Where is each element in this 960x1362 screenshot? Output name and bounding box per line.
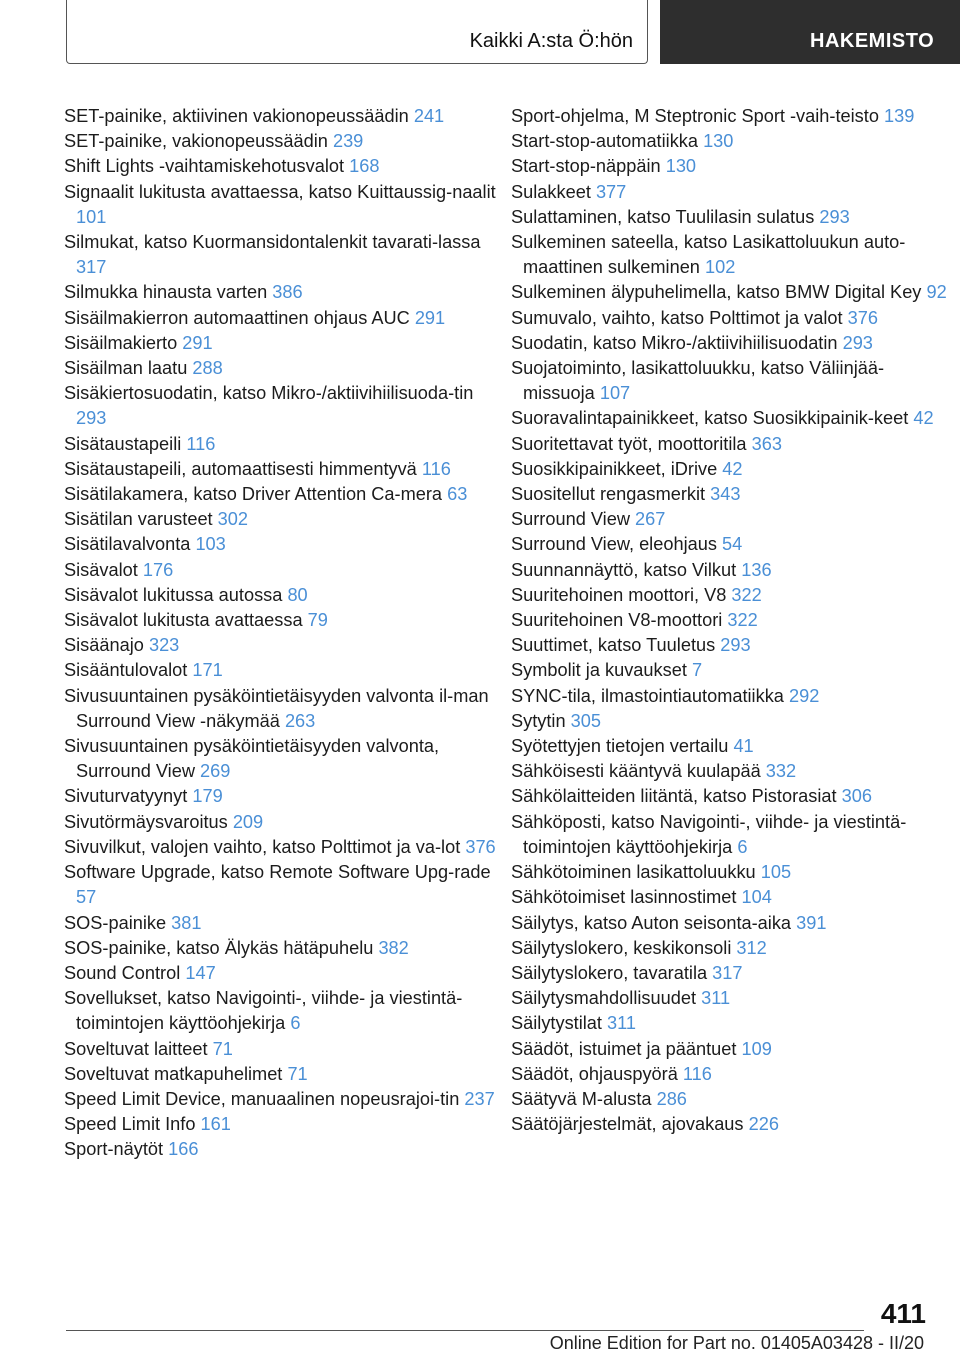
index-entry-page-link[interactable]: 363: [751, 433, 782, 454]
page-number: 411: [880, 1298, 926, 1329]
index-entry-term: Suositellut rengasmerkit: [511, 484, 706, 505]
index-entry-term: Sytytin: [511, 710, 566, 731]
index-entry-term: Sisävalot lukitusta avattaessa: [64, 610, 303, 631]
index-entry-term: SET-painike, vakionopeussäädin: [64, 131, 328, 152]
index-entry-page-link[interactable]: 103: [195, 534, 226, 555]
index-entry: [511, 507, 951, 532]
index-entry-term: Säilytys, katso Auton seisonta-aika: [511, 912, 792, 933]
index-entry-page-link[interactable]: 116: [186, 433, 216, 454]
index-entry-term: SOS-painike: [64, 912, 167, 933]
index-entry: [64, 104, 504, 129]
index-entry-page-link[interactable]: 293: [842, 332, 873, 353]
index-entry-term: Sovellukset, katso Navigointi-, viihde- ja viestintä-toimintojen käyttöohjekirja: [64, 988, 463, 1034]
index-entry: [64, 810, 504, 835]
index-entry-term: Sisävalot: [64, 559, 138, 580]
index-entry-page-link[interactable]: 42: [913, 408, 934, 429]
index-entry-page-link[interactable]: 291: [414, 307, 446, 328]
index-entry-term: Suoravalintapainikkeet, katso Suosikkipainik-keet: [511, 408, 909, 429]
index-entry-term: Suuritehoinen V8-moottori: [511, 610, 723, 631]
header-tab-label: Kaikki A:sta Ö:hön: [469, 30, 633, 52]
index-entry-page-link[interactable]: 386: [272, 282, 303, 303]
index-entry-term: Sisäänajo: [64, 635, 144, 656]
index-entry-term: Sisätaustapeili, automaattisesti himmentyvä: [64, 458, 417, 479]
index-entry: [511, 1087, 951, 1112]
index-entry-page-link[interactable]: 292: [788, 685, 820, 706]
index-entry: [511, 558, 951, 583]
index-entry-page-link[interactable]: 382: [378, 937, 409, 958]
index-entry-term: Sport-ohjelma, M Steptronic Sport -vaih-teisto: [511, 106, 879, 126]
index-entry-term: Sähkölaitteiden liitäntä, katso Pistorasiat: [511, 786, 837, 807]
index-entry-page-link[interactable]: 312: [736, 937, 767, 958]
index-entry-term: Suuttimet, katso Tuuletus: [511, 635, 716, 656]
index-entry-page-link[interactable]: 80: [287, 584, 308, 605]
index-entry: [511, 1037, 951, 1062]
index-entry-page-link[interactable]: 130: [665, 156, 697, 177]
index-entry-term: Soveltuvat matkapuhelimet: [64, 1063, 283, 1084]
index-entry-page-link[interactable]: 291: [182, 332, 213, 353]
index-entry-page-link[interactable]: 63: [447, 484, 468, 505]
index-entry-page-link[interactable]: 71: [287, 1063, 308, 1084]
index-entry-term: Sivuvilkut, valojen vaihto, katso Polttimot ja va-lot: [64, 836, 461, 857]
index-entry-page-link[interactable]: 391: [796, 912, 827, 933]
index-entry-term: Sähköisesti kääntyvä kuulapää: [511, 761, 761, 782]
index-entry-page-link[interactable]: 381: [171, 912, 202, 933]
index-entry-term: Sulakkeet: [511, 181, 591, 202]
index-entry: [511, 356, 951, 406]
index-entry: [511, 885, 951, 910]
index-entry-page-link[interactable]: 79: [307, 610, 328, 631]
index-entry: [511, 104, 951, 129]
index-entry: [511, 230, 951, 280]
index-entry: [64, 608, 504, 633]
index-entry-page-link[interactable]: 293: [76, 408, 107, 429]
index-entry-page-link[interactable]: 305: [570, 710, 602, 731]
index-entry: [64, 784, 504, 809]
index-entry-page-link[interactable]: 71: [212, 1038, 233, 1059]
index-column-left: [64, 104, 504, 1163]
index-entry-term: Sisätilan varusteet: [64, 509, 213, 530]
index-entry-page-link[interactable]: 376: [465, 836, 496, 857]
index-entry-page-link[interactable]: 179: [192, 786, 223, 807]
index-entry-term: Sivutörmäysvaroitus: [64, 811, 228, 832]
index-entry: [511, 1112, 951, 1137]
index-entry-term: Start-stop-automatiikka: [511, 131, 698, 152]
index-entry: [64, 1062, 504, 1087]
index-entry-page-link[interactable]: 267: [635, 509, 666, 530]
index-entry: [511, 154, 951, 179]
index-entry-term: Säädöt, istuimet ja pääntuet: [511, 1038, 737, 1059]
index-entry-page-link[interactable]: 102: [704, 257, 736, 278]
index-entry-term: Start-stop-näppäin: [511, 156, 661, 177]
index-entry-page-link[interactable]: 105: [760, 862, 792, 883]
index-entry: [64, 432, 504, 457]
index-entry-page-link[interactable]: 306: [841, 786, 872, 807]
index-entry: [64, 180, 504, 230]
index-entry-term: Sisäilmakierron automaattinen ohjaus AUC: [64, 307, 410, 328]
index-entry-page-link[interactable]: 116: [682, 1063, 712, 1084]
index-entry: [64, 154, 504, 179]
index-entry-term: Sumuvalo, vaihto, katso Polttimot ja valot: [511, 307, 843, 328]
index-entry: [511, 532, 951, 557]
index-entry-page-link[interactable]: 136: [741, 559, 772, 580]
index-entry-term: Sähköposti, katso Navigointi-, viihde- ja viestintä-toimintojen käyttöohjekirja: [511, 811, 907, 857]
index-entry-term: Sulkeminen älypuhelimella, katso BMW Digital Key: [511, 282, 922, 303]
index-entry: [64, 381, 504, 431]
index-entry: [64, 911, 504, 936]
index-entry-page-link[interactable]: 109: [741, 1038, 772, 1059]
index-entry-term: Surround View, eleohjaus: [511, 534, 717, 555]
index-entry: [511, 658, 951, 683]
index-entry-page-link[interactable]: 293: [720, 635, 751, 656]
index-entry: [511, 432, 951, 457]
index-entry: [64, 583, 504, 608]
index-entry-page-link[interactable]: 209: [232, 811, 264, 832]
index-entry-page-link[interactable]: 293: [819, 206, 850, 227]
index-entry-page-link[interactable]: 317: [712, 962, 743, 983]
index-entry-page-link[interactable]: 286: [656, 1088, 687, 1109]
index-entry: [511, 331, 951, 356]
index-entry-term: Sivuturvatyynyt: [64, 786, 188, 807]
index-entry: [64, 1137, 504, 1162]
index-entry-page-link[interactable]: 7: [691, 660, 703, 681]
index-entry: [511, 684, 951, 709]
index-entry: [511, 986, 951, 1011]
index-entry-page-link[interactable]: 104: [741, 887, 772, 908]
index-entry-term: SOS-painike, katso Älykäs hätäpuhelu: [64, 937, 374, 958]
index-entry-page-link[interactable]: 311: [607, 1013, 637, 1034]
index-entry-page-link[interactable]: 161: [200, 1114, 231, 1135]
index-entry-page-link[interactable]: 302: [217, 509, 249, 530]
index-entry-term: Suuritehoinen moottori, V8: [511, 584, 727, 605]
index-entry-page-link[interactable]: 139: [884, 106, 915, 126]
index-entry: [511, 860, 951, 885]
index-entry: [511, 457, 951, 482]
index-entry: [511, 406, 951, 431]
index-entry-term: SYNC-tila, ilmastointiautomatiikka: [511, 685, 784, 706]
index-entry-page-link[interactable]: 343: [710, 484, 741, 505]
index-entry-term: Speed Limit Device, manuaalinen nopeusrajoi-tin: [64, 1088, 460, 1109]
index-entry-term: Säädöt, ohjauspyörä: [511, 1063, 678, 1084]
index-entry-page-link[interactable]: 101: [76, 206, 107, 227]
index-entry: [64, 457, 504, 482]
index-entry-term: Silmukka hinausta varten: [64, 282, 268, 303]
index-entry-term: Sivusuuntainen pysäköintietäisyyden valvonta il-man Surround View -näkymää: [64, 685, 489, 731]
index-entry: [64, 633, 504, 658]
index-entry: [511, 180, 951, 205]
footer-edition-text: Online Edition for Part no. 01405A03428 - II/20: [549, 1333, 924, 1353]
index-entry-term: Sähkötoimiset lasinnostimet: [511, 887, 737, 908]
index-entry: [511, 205, 951, 230]
index-entry-term: Säilytyslokero, keskikonsoli: [511, 937, 732, 958]
index-entry: [64, 1087, 504, 1112]
index-entry-term: Sisääntulovalot: [64, 660, 188, 681]
index-entry-page-link[interactable]: 322: [731, 584, 762, 605]
index-entry: [64, 1112, 504, 1137]
index-entry-page-link[interactable]: 166: [168, 1139, 199, 1160]
index-entry-term: Shift Lights -vaihtamiskehotusvalot: [64, 156, 345, 177]
index-entry-page-link[interactable]: 42: [722, 458, 743, 479]
index-entry: [64, 558, 504, 583]
index-entry-page-link[interactable]: 237: [464, 1088, 495, 1109]
index-entry-term: Speed Limit Info: [64, 1114, 196, 1135]
index-entry: [511, 734, 951, 759]
index-entry: [511, 709, 951, 734]
index-entry-page-link[interactable]: 263: [284, 710, 316, 731]
index-entry-page-link[interactable]: 92: [926, 282, 947, 303]
index-entry-term: Säilytysmahdollisuudet: [511, 988, 697, 1009]
index-entry-term: Sisätilavalvonta: [64, 534, 191, 555]
index-entry-page-link[interactable]: 6: [290, 1013, 301, 1034]
index-entry-term: Surround View: [511, 509, 630, 530]
index-entry-page-link[interactable]: 288: [192, 358, 223, 379]
index-entry-page-link[interactable]: 107: [599, 383, 631, 404]
index-entry-page-link[interactable]: 332: [765, 761, 797, 782]
index-entry: [511, 784, 951, 809]
index-entry-page-link[interactable]: 171: [192, 660, 223, 681]
index-entry: [511, 961, 951, 986]
index-entry: [64, 684, 504, 734]
index-entry-page-link[interactable]: 176: [142, 559, 174, 580]
index-entry-term: Sisätilakamera, katso Driver Attention Ca-mera: [64, 484, 443, 505]
index-entry-term: Sisätaustapeili: [64, 433, 182, 454]
index-entry-page-link[interactable]: 322: [727, 610, 758, 631]
index-entry-page-link[interactable]: 226: [748, 1114, 779, 1135]
index-entry: [511, 810, 951, 860]
index-entry-term: Suoritettavat työt, moottoritila: [511, 433, 747, 454]
index-entry: [511, 911, 951, 936]
index-entry-term: Software Upgrade, katso Remote Software Upg-rade: [64, 862, 491, 883]
header-section: [660, 0, 960, 64]
index-entry-term: Suunnannäyttö, katso Vilkut: [511, 559, 737, 580]
index-entry-term: Sivusuuntainen pysäköintietäisyyden valvonta, Surround View: [64, 736, 440, 782]
index-entry: [511, 759, 951, 784]
index-entry-page-link[interactable]: 116: [421, 458, 451, 479]
index-entry: [64, 129, 504, 154]
footer-divider: [66, 1330, 864, 1331]
index-entry: [64, 658, 504, 683]
index-entry: [64, 306, 504, 331]
index-entry: [511, 936, 951, 961]
index-entry: [64, 734, 504, 784]
index-entry: [511, 129, 951, 154]
index-entry: [64, 936, 504, 961]
index-entry: [64, 230, 504, 280]
index-entry-term: Soveltuvat laitteet: [64, 1038, 208, 1059]
index-entry: [511, 482, 951, 507]
index-entry-page-link[interactable]: 54: [722, 534, 743, 555]
index-entry: [511, 306, 951, 331]
index-entry: [64, 961, 504, 986]
index-entry-term: SET-painike, aktiivinen vakionopeussäädin: [64, 106, 409, 126]
index-entry: [64, 835, 504, 860]
index-entry: [64, 532, 504, 557]
index-entry-term: Säätyvä M-alusta: [511, 1088, 652, 1109]
index-entry: [64, 331, 504, 356]
index-entry: [511, 1062, 951, 1087]
index-entry-term: Suojatoiminto, lasikattoluukku, katso Väliinjää-missuoja: [511, 358, 885, 404]
index-entry: [64, 482, 504, 507]
index-entry-term: Säilytyslokero, tavaratila: [511, 962, 708, 983]
index-entry-term: Sisäilman laatu: [64, 358, 188, 379]
index-entry-page-link[interactable]: 130: [703, 131, 734, 152]
index-entry-term: Säätöjärjestelmät, ajovakaus: [511, 1114, 744, 1135]
index-entry: [511, 633, 951, 658]
index-entry-term: Syötettyjen tietojen vertailu: [511, 736, 729, 757]
index-entry: [511, 583, 951, 608]
index-entry-term: Säilytystilat: [511, 1013, 602, 1034]
index-entry-page-link[interactable]: 317: [76, 257, 107, 278]
section-title: HAKEMISTO: [810, 30, 935, 52]
index-column-right: [511, 104, 951, 1137]
index-entry: [64, 986, 504, 1036]
header-tab[interactable]: [66, 0, 648, 64]
index-entry-page-link[interactable]: 323: [148, 635, 180, 656]
index-entry: [64, 280, 504, 305]
index-entry-term: Sähkötoiminen lasikattoluukku: [511, 862, 756, 883]
index-entry-page-link[interactable]: 241: [413, 106, 445, 126]
index-entry-page-link[interactable]: 269: [200, 761, 231, 782]
index-entry: [511, 1011, 951, 1036]
index-entry: [511, 608, 951, 633]
index-entry-term: Suosikkipainikkeet, iDrive: [511, 458, 718, 479]
index-entry: [64, 507, 504, 532]
index-entry: [64, 860, 504, 910]
index-entry-term: Sisäilmakierto: [64, 332, 178, 353]
index-entry-term: Sisävalot lukitussa autossa: [64, 584, 283, 605]
index-entry-page-link[interactable]: 376: [847, 307, 878, 328]
index-entry-term: Symbolit ja kuvaukset: [511, 660, 687, 681]
index-entry-term: Sulattaminen, katso Tuulilasin sulatus: [511, 206, 815, 227]
index-entry: [511, 280, 951, 305]
index-entry-page-link[interactable]: 6: [737, 836, 748, 857]
index-entry: [64, 1037, 504, 1062]
index-entry-page-link[interactable]: 377: [595, 181, 627, 202]
index-entry-page-link[interactable]: 41: [733, 736, 754, 757]
index-entry-page-link[interactable]: 57: [76, 887, 97, 908]
index-entry-page-link[interactable]: 239: [332, 131, 364, 152]
index-entry-term: Sport-näytöt: [64, 1139, 164, 1160]
index-entry-term: Suodatin, katso Mikro-/aktiivihiilisuodatin: [511, 332, 838, 353]
index-entry-page-link[interactable]: 311: [701, 988, 731, 1009]
index-entry-term: Sisäkiertosuodatin, katso Mikro-/aktiivihiilisuoda-tin: [64, 383, 474, 404]
index-entry-term: Signaalit lukitusta avattaessa, katso Kuittaussig-naalit: [64, 181, 496, 202]
index-entry-page-link[interactable]: 147: [185, 962, 216, 983]
index-entry-page-link[interactable]: 168: [349, 156, 380, 177]
index-entry: [64, 356, 504, 381]
index-entry-term: Sulkeminen sateella, katso Lasikattoluukun auto-maattinen sulkeminen: [511, 232, 906, 278]
index-entry-term: Silmukat, katso Kuormansidontalenkit tavarati-lassa: [64, 232, 481, 253]
index-entry-term: Sound Control: [64, 962, 181, 983]
